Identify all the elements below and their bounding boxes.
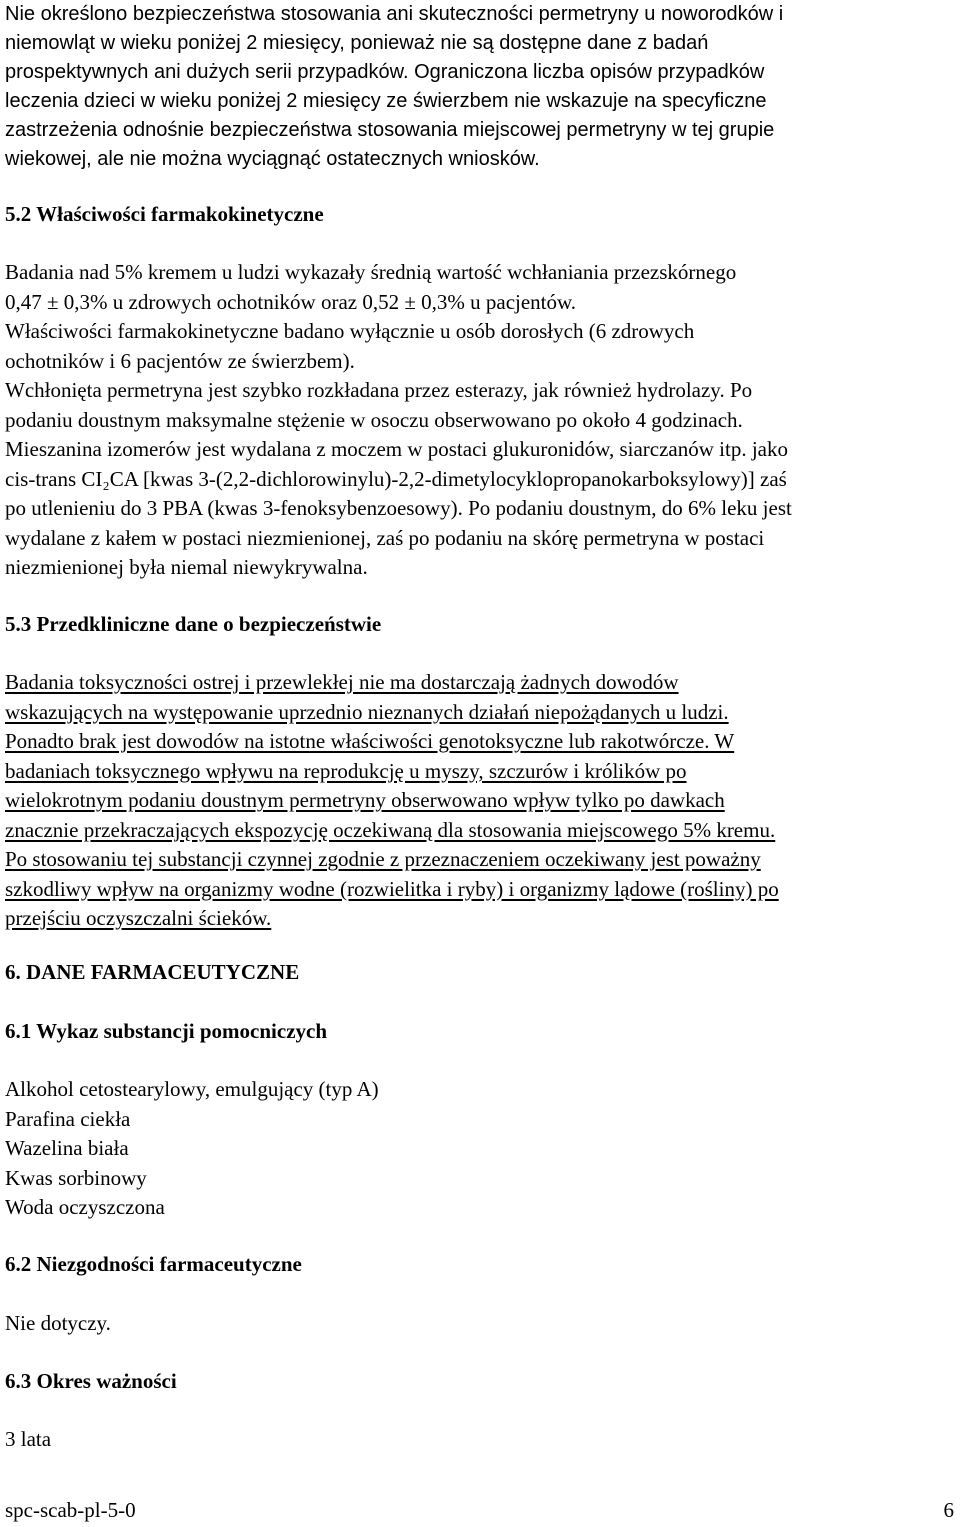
footer-page-number: 6 xyxy=(943,1498,954,1522)
text-line: Właściwości farmakokinetyczne badano wyłącznie u osób dorosłych (6 zdrowych xyxy=(5,319,695,343)
list-item: Parafina ciekła xyxy=(5,1106,131,1131)
list-item: Kwas sorbinowy xyxy=(5,1165,147,1190)
shelf-life-text: 3 lata xyxy=(5,1427,52,1451)
section-heading-5-3: 5.3 Przedkliniczne dane o bezpieczeństwie xyxy=(5,612,382,636)
text-line: cis-trans CI₂CA [kwas 3-(2,2-dichlorowinylu)-2,2-dimetylocyklopropanokarboksylowy)] zaś xyxy=(5,466,787,491)
section-heading-6-2: 6.2 Niezgodności farmaceutyczne xyxy=(5,1252,302,1276)
text-line: Po stosowaniu tej substancji czynnej zgodnie z przeznaczeniem oczekiwany jest poważny xyxy=(5,847,761,871)
text-line: szkodliwy wpływ na organizmy wodne (rozwielitka i ryby) i organizmy lądowe (rośliny) po xyxy=(5,876,779,901)
text-line: podaniu doustnym maksymalne stężenie w osoczu obserwowano po około 4 godzinach. xyxy=(5,407,743,432)
list-item: Wazelina biała xyxy=(5,1136,129,1160)
text-line: wskazujących na występowanie uprzednio nieznanych działań niepożądanych u ludzi. xyxy=(5,699,729,724)
text-line: Badania nad 5% kremem u ludzi wykazały średnią wartość wchłaniania przezskórnego xyxy=(5,260,737,284)
text-line: zastrzeżenia odnośnie bezpieczeństwa stosowania miejscowej permetryny w tej grupie xyxy=(5,119,775,141)
list-item: Woda oczyszczona xyxy=(5,1195,165,1219)
text-line: 0,47 ± 0,3% u zdrowych ochotników oraz 0,52 ± 0,3% u pacjentów. xyxy=(5,289,577,314)
text-line: niemowląt w wieku poniżej 2 miesięcy, ponieważ nie są dostępne dane z badań xyxy=(5,32,709,54)
text-line: Nie określono bezpieczeństwa stosowania ani skuteczności permetryny u noworodków i xyxy=(5,3,784,25)
text-line: niezmienionej była niemal niewykrywalna. xyxy=(5,555,368,579)
text-line: wiekowej, ale nie można wyciągnąć ostatecznych wniosków. xyxy=(5,148,540,170)
text-line: Badania toksyczności ostrej i przewlekłej nie ma dostarczają żadnych dowodów xyxy=(5,670,679,694)
incompatibilities-text: Nie dotyczy. xyxy=(5,1311,111,1335)
text-line: po utlenieniu do 3 PBA (kwas 3-fenoksybenzoesowy). Po podaniu doustnym, do 6% leku jest xyxy=(5,496,792,520)
list-item: Alkohol cetostearylowy, emulgujący (typ A) xyxy=(5,1077,379,1101)
excipients-list xyxy=(5,1075,955,1223)
section-heading-6: 6. DANE FARMACEUTYCZNE xyxy=(5,960,300,984)
text-line: Mieszanina izomerów jest wydalana z moczem w postaci glukuronidów, siarczanów itp. jako xyxy=(5,437,788,461)
preclinical-paragraph xyxy=(5,668,955,934)
footer-doc-code: spc-scab-pl-5-0 xyxy=(5,1498,136,1522)
intro-paragraph xyxy=(5,0,955,174)
text-line: Ponadto brak jest dowodów na istotne właściwości genotoksyczne lub rakotwórcze. W xyxy=(5,729,735,753)
text-line: wydalane z kałem w postaci niezmienionej, zaś po podaniu na skórę permetryna w postaci xyxy=(5,525,765,550)
text-line: ochotników i 6 pacjentów ze świerzbem). xyxy=(5,348,355,373)
text-line: leczenia dzieci w wieku poniżej 2 miesięcy ze świerzbem nie wskazuje na specyficzne xyxy=(5,90,767,112)
text-line: wielokrotnym podaniu doustnym permetryny obserwowano wpływ tylko po dawkach xyxy=(5,788,725,812)
pharmacokinetics-paragraph xyxy=(5,258,955,583)
text-line: przejściu oczyszczalni ścieków. xyxy=(5,906,272,930)
section-heading-5-2: 5.2 Właściwości farmakokinetyczne xyxy=(5,202,324,226)
text-line: badaniach toksycznego wpływu na reprodukcję u myszy, szczurów i królików po xyxy=(5,758,687,783)
text-line: prospektywnych ani dużych serii przypadków. Ograniczona liczba opisów przypadków xyxy=(5,61,765,83)
section-heading-6-1: 6.1 Wykaz substancji pomocniczych xyxy=(5,1019,328,1043)
text-line: znacznie przekraczających ekspozycję oczekiwaną dla stosowania miejscowego 5% kremu. xyxy=(5,817,776,842)
section-heading-6-3: 6.3 Okres ważności xyxy=(5,1369,177,1393)
text-line: Wchłonięta permetryna jest szybko rozkładana przez esterazy, jak również hydrolazy. Po xyxy=(5,378,753,402)
